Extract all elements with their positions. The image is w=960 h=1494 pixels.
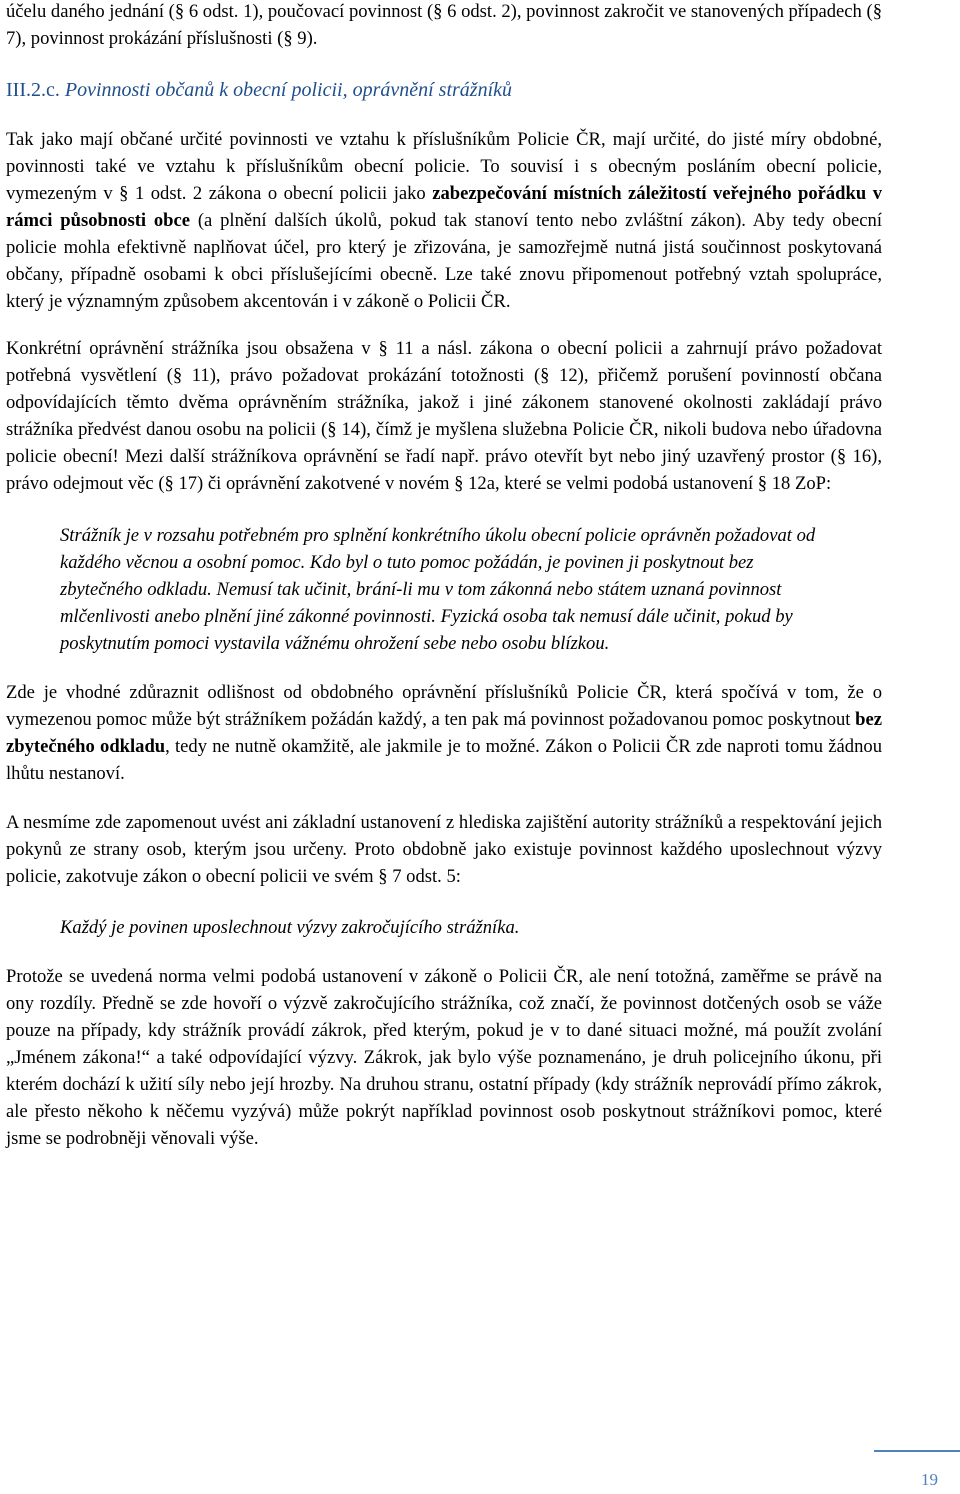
paragraph-1 <box>6 126 882 315</box>
page-footer <box>874 1450 960 1494</box>
paragraph-3 <box>6 679 882 787</box>
intro-paragraph: účelu daného jednání (§ 6 odst. 1), poučovací povinnost (§ 6 odst. 2), povinnost zakročit ve stanovených případech (§ 7), povinnost prokázání příslušnosti (§ 9). <box>6 1 882 49</box>
paragraph-1-text-b: (a plnění dalších úkolů, pokud tak stanoví tento nebo zvláštní zákon). Aby tedy obecní policie mohla efektivně naplňovat účel, pro který je zřizována, je samozřejmě nutná jistá součinnost poskytovaná občany, případně osobami k obci příslušejícími obecně. Lze také znovu připomenout potřebný vztah spolupráce, který je významným způsobem akcentován i v zákoně o Policii ČR. <box>6 210 882 312</box>
paragraph-3-bold: bez zbytečného odkladu <box>6 709 882 757</box>
paragraph-3-text-a: Zde je vhodné zdůraznit odlišnost od obdobného oprávnění příslušníků Policie ČR, která spočívá v tom, že o vymezenou pomoc může být strážníkem požádán každý, a ten pak má povinnost požadovanou pomoc poskytnout <box>6 682 882 730</box>
paragraph-1-bold: zabezpečování místních záležitostí veřejného pořádku v rámci působnosti obce <box>6 183 882 231</box>
paragraph-1-text-a: Tak jako mají občané určité povinnosti ve vztahu k příslušníkům Policie ČR, mají určité, do jisté míry obdobné, povinnosti také ve vztahu k příslušníkům obecní policie. To souvisí i s obecným posláním obecní policie, vymezeným v § 1 odst. 2 zákona o obecní policii jako <box>6 129 882 204</box>
section-number: III.2.c. <box>6 79 60 101</box>
paragraph-4: A nesmíme zde zapomenout uvést ani základní ustanovení z hlediska zajištění autority strážníků a respektování jejich pokynů ze strany osob, kterým jsou určeny. Proto obdobně jako existuje povinnost každého uposlechnout výzvy policie, zakotvuje zákon o obecní policii ve svém § 7 odst. 5: <box>6 812 882 887</box>
document-page <box>6 0 882 1152</box>
section-heading <box>6 77 882 104</box>
page-number: 19 <box>921 1470 938 1489</box>
law-quote-1: Strážník je v rozsahu potřebném pro splnění konkrétního úkolu obecní policie oprávněn požadovat od každého věcnou a osobní pomoc. Kdo byl o tuto pomoc požádán, je povinen ji poskytnout bez zbytečného odkladu. Nemusí tak učinit, brání-li mu v tom zákonná nebo státem uznaná povinnost mlčenlivosti anebo plnění jiné zákonné povinnosti. Fyzická osoba tak nemusí dále učinit, pokud by poskytnutím pomoci vystavila vážnému ohrožení sebe nebo osobu blízkou. <box>60 525 816 654</box>
section-title: Povinnosti občanů k obecní policii, oprávnění strážníků <box>64 79 513 101</box>
paragraph-5: Protože se uvedená norma velmi podobá ustanovení v zákoně o Policii ČR, ale není totožná, zaměřme se právě na ony rozdíly. Předně se zde hovoří o výzvě zakročujícího strážníka, což značí, že povinnost dotčených osob se váže pouze na případy, kdy strážník provádí zákrok, před kterým, pokud je v to dané situaci možné, má použít zvolání „Jménem zákona!“ a také odpovídající výzvy. Zákrok, jak bylo výše poznamenáno, je druh policejního úkonu, při kterém dochází k užití síly nebo její hrozby. Na druhou stranu, ostatní případy (kdy strážník neprovádí přímo zákrok, ale přesto někoho k něčemu vyzývá) může pokrýt například povinnost osob poskytnout strážníkovi pomoc, které jsme se podrobněji věnovali výše. <box>6 966 882 1149</box>
law-quote-2: Každý je povinen uposlechnout výzvy zakročujícího strážníka. <box>60 917 520 938</box>
paragraph-2: Konkrétní oprávnění strážníka jsou obsažena v § 11 a násl. zákona o obecní policii a zahrnují právo požadovat potřebná vysvětlení (§ 11), právo požadovat prokázání totožnosti (§ 12), přičemž porušení povinností občana odpovídajících těmto dvěma oprávněním strážníka, jakož i jiné zákonem stanovené okolnosti zakládají právo strážníka předvést danou osobu na policii (§ 14), čímž je myšlena služebna Policie ČR, nikoli budova nebo úřadovna policie obecní! Mezi další strážníkova oprávnění se řadí např. právo otevřít byt nebo jiný uzavřený prostor (§ 16), právo odejmout věc (§ 17) či oprávnění zakotvené v novém § 12a, které se velmi podobá ustanovení § 18 ZoP: <box>6 338 882 494</box>
paragraph-3-text-b: , tedy ne nutně okamžitě, ale jakmile je to možné. Zákon o Policii ČR zde naproti tomu žádnou lhůtu nestanoví. <box>6 736 882 784</box>
